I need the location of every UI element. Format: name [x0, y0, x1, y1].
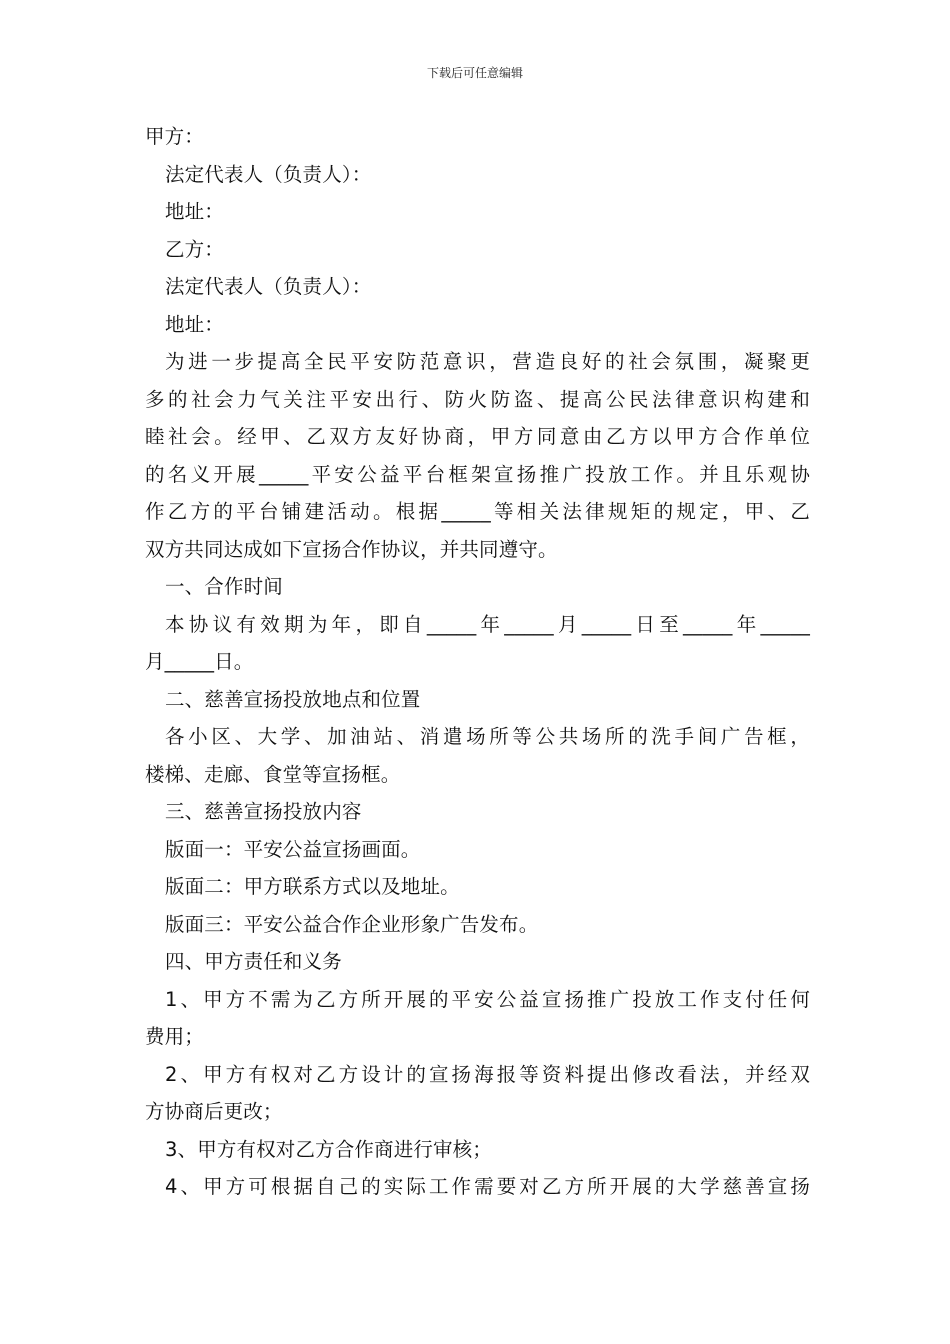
paragraph-line: 楼梯、走廊、食堂等宣扬框。	[145, 762, 401, 786]
paragraph-line: 甲方：	[145, 125, 204, 148]
paragraph-line: 4、甲方可根据自己的实际工作需要对乙方所开展的大学慈善宣扬	[165, 1175, 810, 1198]
paragraph-line: 方协商后更改；	[145, 1100, 283, 1123]
paragraph-line: 地址：	[165, 200, 224, 223]
paragraph-line: 三、慈善宣扬投放内容	[165, 800, 362, 823]
paragraph-line: 月_____日。	[145, 650, 254, 673]
paragraph-line: 2、甲方有权对乙方设计的宣扬海报等资料提出修改看法，并经双	[165, 1062, 810, 1086]
paragraph-line: 地址：	[165, 312, 224, 336]
paragraph-line: 多的社会力气关注平安出行、防火防盗、提高公民法律意识构建和	[145, 387, 810, 411]
paragraph-line: 四、甲方责任和义务	[165, 950, 342, 973]
paragraph-line: 版面一：平安公益宣扬画面。	[165, 837, 421, 861]
document-body	[145, 118, 810, 1206]
paragraph-line: 为进一步提高全民平安防范意识，营造良好的社会氛围，凝聚更	[165, 350, 810, 373]
paragraph-line: 法定代表人（负责人）：	[165, 275, 372, 298]
paragraph-line: 双方共同达成如下宣扬合作协议，并共同遵守。	[145, 537, 558, 561]
paragraph-line: 1、甲方不需为乙方所开展的平安公益宣扬推广投放工作支付任何	[165, 987, 810, 1011]
page-header-note: 下载后可任意编辑	[426, 66, 523, 80]
paragraph-line: 3、甲方有权对乙方合作商进行审核；	[165, 1137, 492, 1161]
paragraph-line: 版面三：平安公益合作企业形象广告发布。	[165, 912, 539, 936]
paragraph-line: 二、慈善宣扬投放地点和位置	[165, 687, 421, 711]
paragraph-line: 的名义开展_____平安公益平台框架宣扬推广投放工作。并且乐观协	[145, 462, 810, 486]
paragraph-line: 乙方：	[165, 237, 224, 261]
paragraph-line: 本协议有效期为年，即自_____年_____月_____日至_____年_____	[165, 612, 810, 636]
paragraph-line: 版面二：甲方联系方式以及地址。	[165, 875, 460, 898]
paragraph-line: 各小区、大学、加油站、消遣场所等公共场所的洗手间广告框，	[165, 725, 810, 748]
paragraph-line: 一、合作时间	[165, 575, 283, 598]
paragraph-line: 作乙方的平台铺建活动。根据_____等相关法律规矩的规定，甲、乙	[145, 500, 810, 523]
paragraph-line: 法定代表人（负责人）：	[165, 162, 372, 186]
paragraph-line: 费用；	[145, 1025, 204, 1048]
paragraph-line: 睦社会。经甲、乙双方友好协商，甲方同意由乙方以甲方合作单位	[145, 425, 810, 448]
